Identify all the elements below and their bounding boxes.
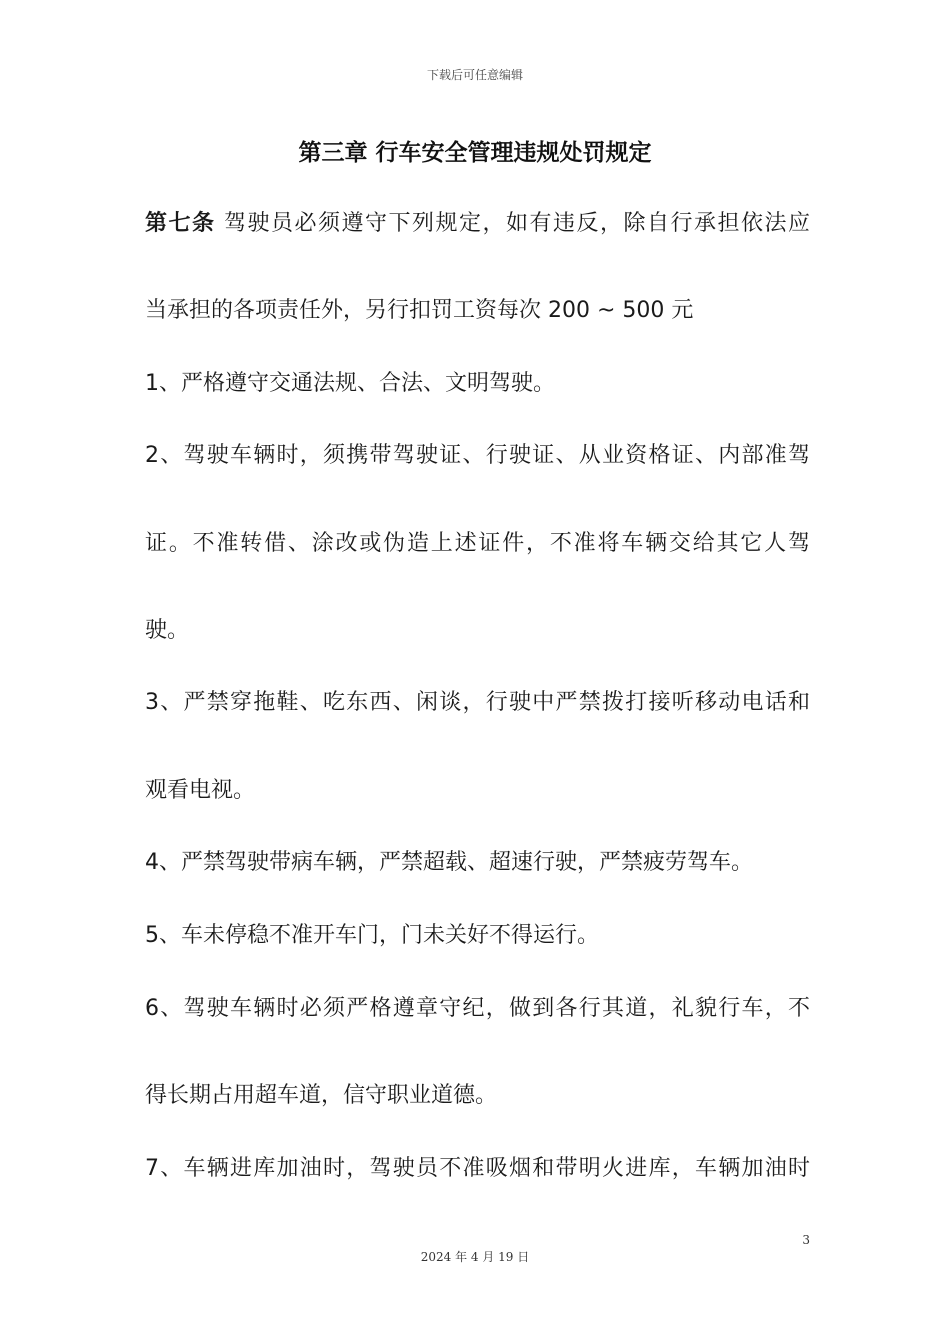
header-note: 下载后可任意编辑 [426,68,523,82]
rule-line: 4、严禁驾驶带病车辆，严禁超载、超速行驶，严禁疲劳驾车。 [145,850,753,875]
rule-line: 5、车未停稳不准开车门，门未关好不得运行。 [145,923,599,948]
rule-line: 证。不准转借、涂改或伪造上述证件，不准将车辆交给其它人驾 [145,531,810,556]
chapter-title: 第三章 行车安全管理违规处罚规定 [298,140,652,166]
rule-line: 2、驾驶车辆时，须携带驾驶证、行驶证、从业资格证、内部准驾 [145,443,810,468]
article-first-line [145,209,810,239]
rule-line: 7、车辆进库加油时，驾驶员不准吸烟和带明火进库，车辆加油时 [145,1156,810,1181]
rule-line: 1、严格遵守交通法规、合法、文明驾驶。 [145,371,555,396]
rule-line: 观看电视。 [145,778,256,803]
article-label: 第七条 [145,211,216,236]
page-number: 3 [802,1233,810,1247]
article-second-line: 当承担的各项责任外，另行扣罚工资每次 200 ~ 500 元 [145,298,694,323]
rule-line: 驶。 [145,618,190,643]
article-text: 驾驶员必须遵守下列规定，如有违反，除自行承担依法应 [215,211,810,236]
rule-line: 6、驾驶车辆时必须严格遵章守纪，做到各行其道，礼貌行车，不 [145,996,810,1021]
rule-line: 得长期占用超车道，信守职业道德。 [145,1083,498,1108]
rule-line: 3、严禁穿拖鞋、吃东西、闲谈，行驶中严禁拨打接听移动电话和 [145,690,810,715]
footer-date: 2024 年 4 月 19 日 [420,1250,530,1264]
